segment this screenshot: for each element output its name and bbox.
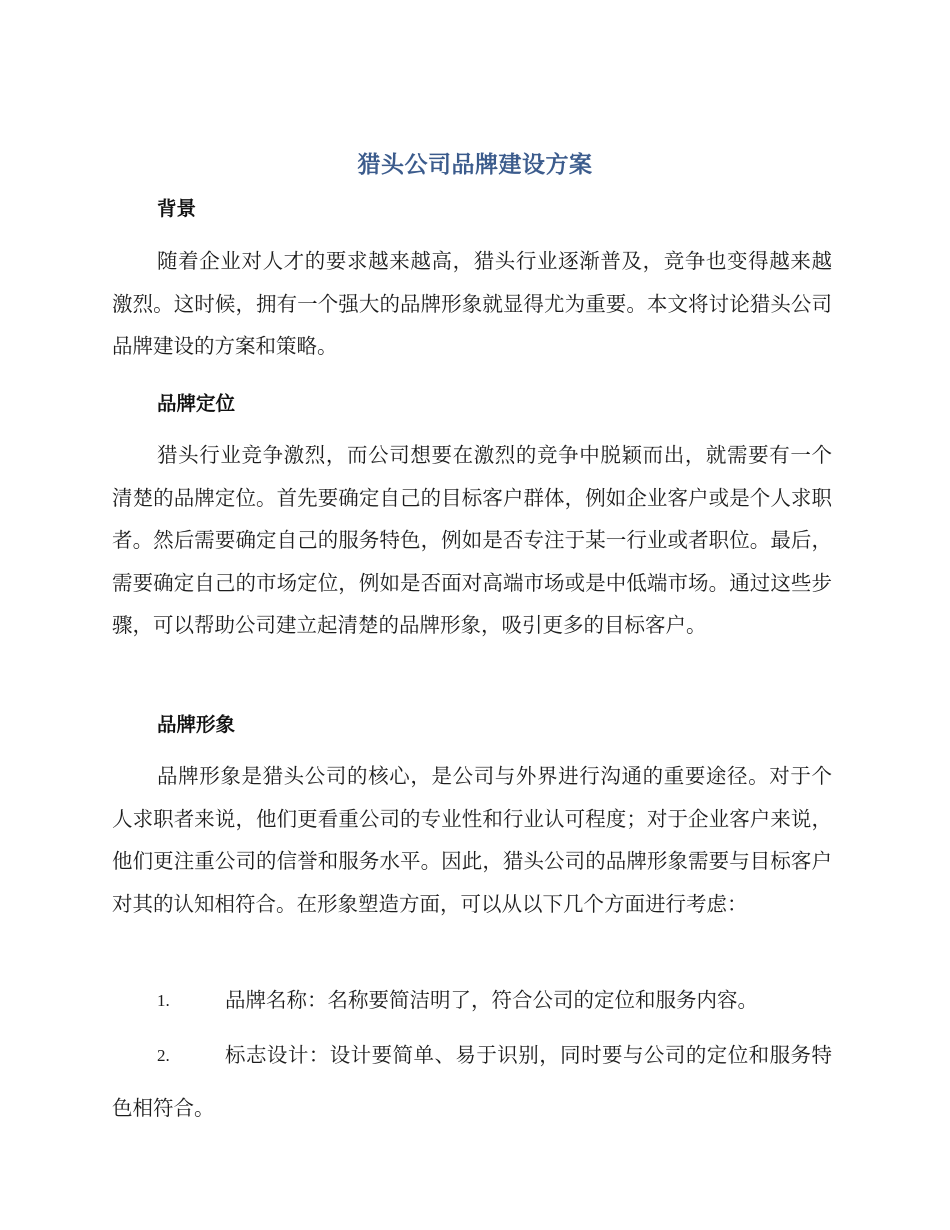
document-title: 猎头公司品牌建设方案 xyxy=(357,152,593,178)
section-heading-brand-positioning: 品牌定位 xyxy=(157,392,236,415)
section-paragraph-brand-image: 品牌形象是猎头公司的核心，是公司与外界进行沟通的重要途径。对于个人求职者来说，他们更看重公司的专业性和行业认可程度；对于企业客户来说，他们更注重公司的信誉和服务水平。因此，猎头公司的品牌形象需要与目标客户对其的认知相符合。在形象塑造方面，可以从以下几个方面进行考虑： xyxy=(112,764,832,916)
section-heading-brand-image: 品牌形象 xyxy=(157,713,236,736)
list-item-text: 标志设计：设计要简单、易于识别，同时要与公司的定位和服务特色相符合。 xyxy=(112,1043,832,1120)
list-item xyxy=(112,974,832,1027)
list-item-number: 2. xyxy=(157,1046,170,1065)
list-item-number: 1. xyxy=(157,991,170,1010)
section-paragraph-background: 随着企业对人才的要求越来越高，猎头行业逐渐普及，竞争也变得越来越激烈。这时候，拥有一个强大的品牌形象就显得尤为重要。本文将讨论猎头公司品牌建设的方案和策略。 xyxy=(112,249,832,358)
section-heading-background: 背景 xyxy=(157,197,197,220)
section-paragraph-brand-positioning: 猎头行业竞争激烈，而公司想要在激烈的竞争中脱颖而出，就需要有一个清楚的品牌定位。首先要确定自己的目标客户群体，例如企业客户或是个人求职者。然后需要确定自己的服务特色，例如是否专注于某一行业或者职位。最后，需要确定自己的市场定位，例如是否面对高端市场或是中低端市场。通过这些步骤，可以帮助公司建立起清楚的品牌形象，吸引更多的目标客户。 xyxy=(112,443,832,637)
list-item xyxy=(112,1029,832,1135)
list-item-text: 品牌名称：名称要简洁明了，符合公司的定位和服务内容。 xyxy=(225,988,758,1012)
